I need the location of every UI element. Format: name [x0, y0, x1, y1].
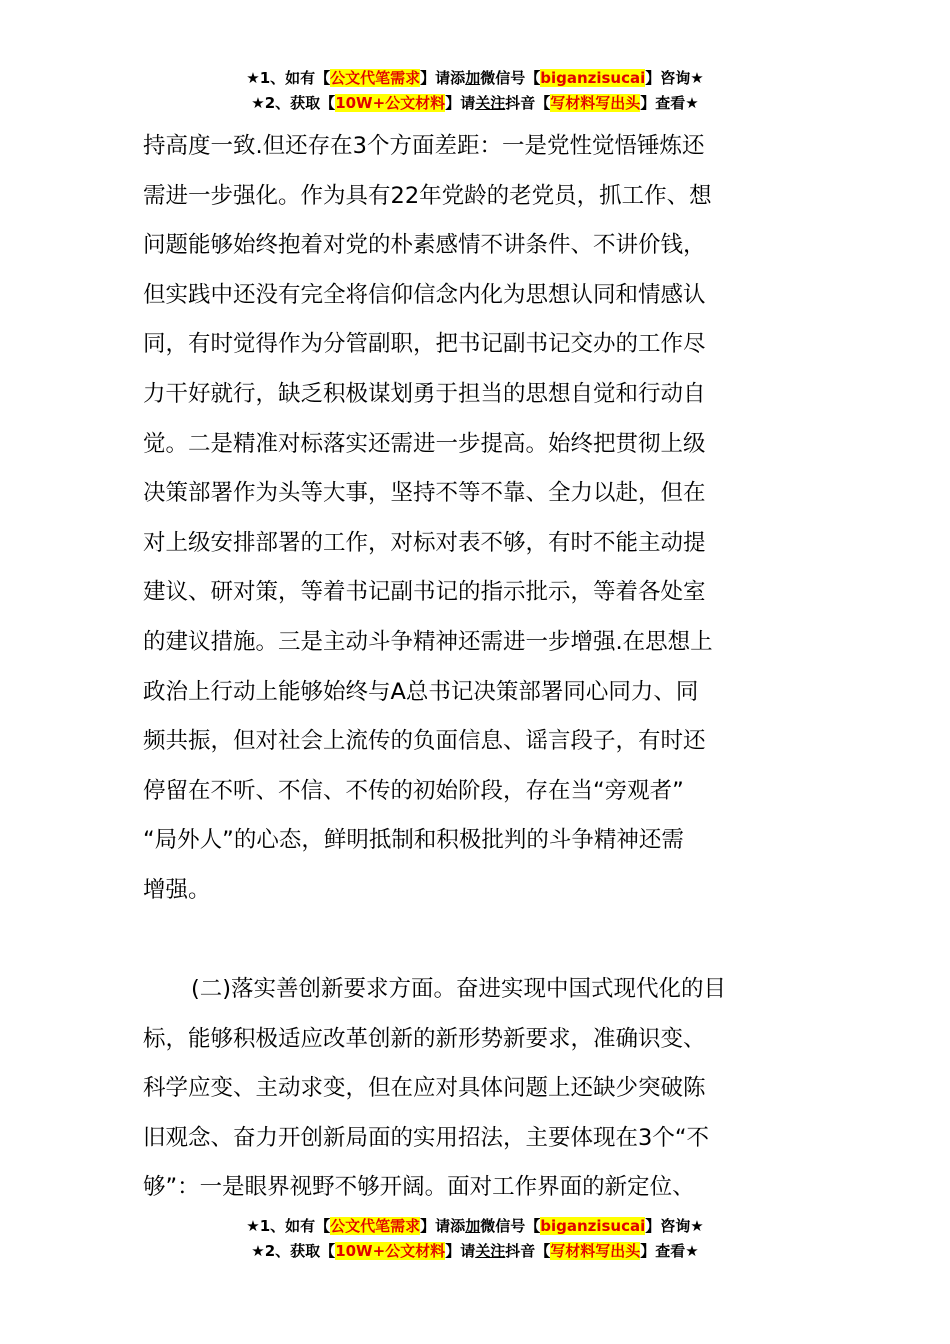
- text-line: 旧观念、奋力开创新局面的实用招法，主要体现在3个“不: [143, 1124, 709, 1151]
- banner-text: 】咨询★: [645, 69, 704, 87]
- text-line: 增强。: [143, 876, 211, 903]
- banner-text: ★1、如有【: [246, 69, 331, 87]
- highlight-douyin-account: 写材料写出头: [550, 1242, 641, 1260]
- banner-text: ★1、如有【: [246, 1217, 331, 1235]
- banner-underlined-text: 关注: [475, 94, 506, 112]
- banner-line-2: [0, 91, 950, 116]
- banner-text: 】请添: [420, 1217, 466, 1235]
- highlight-wechat-id: biganzisucai: [540, 1217, 646, 1235]
- banner-underlined-text: 加: [465, 1217, 481, 1235]
- banner-text: 】查看★: [640, 94, 699, 112]
- text-line: 政治上行动上能够始终与A总书记决策部署同心同力、同: [143, 678, 699, 705]
- text-line: 力干好就行，缺乏积极谋划勇于担当的思想自觉和行动自: [143, 380, 706, 407]
- text-line: 频共振，但对社会上流传的负面信息、谣言段子，有时还: [143, 728, 706, 755]
- text-line: (二)落实善创新要求方面。奋进实现中国式现代化的目: [191, 976, 727, 1003]
- banner-text: ★2、获取【: [251, 94, 336, 112]
- text-line: 停留在不听、不信、不传的初始阶段，存在当“旁观者”: [143, 777, 684, 804]
- text-line: 觉。二是精准对标落实还需进一步提高。始终把贯彻上级: [143, 430, 706, 457]
- highlight-douyin-account: 写材料写出头: [550, 94, 641, 112]
- document-body: [143, 122, 808, 1213]
- banner-text: 】咨询★: [645, 1217, 704, 1235]
- highlight-wechat-id: biganzisucai: [540, 69, 646, 87]
- banner-underlined-text: 关注: [475, 1242, 506, 1260]
- banner-line-2: [0, 1239, 950, 1264]
- text-line: 的建议措施。三是主动斗争精神还需进一步增强.在思想上: [143, 628, 713, 655]
- banner-text: ★2、获取【: [251, 1242, 336, 1260]
- banner-text: 】请: [445, 1242, 476, 1260]
- text-line: 同，有时觉得作为分管副职，把书记副书记交办的工作尽: [143, 331, 706, 358]
- banner-text: 】请: [445, 94, 476, 112]
- text-line: “局外人”的心态，鲜明抵制和积极批判的斗争精神还需: [143, 827, 684, 854]
- banner-text: 】请添: [420, 69, 466, 87]
- text-line: 标，能够积极适应改革创新的新形势新要求，准确识变、: [143, 1025, 706, 1052]
- text-line: 决策部署作为头等大事，坚持不等不靠、全力以赴，但在: [143, 480, 706, 507]
- text-line: 需进一步强化。作为具有22年党龄的老党员，抓工作、想: [143, 182, 712, 209]
- text-line: 持高度一致.但还存在3个方面差距：一是党性觉悟锤炼还: [143, 133, 705, 159]
- text-line: 够”：一是眼界视野不够开阔。面对工作界面的新定位、: [143, 1174, 695, 1201]
- header-banner: [0, 66, 950, 116]
- banner-line-1: [0, 1214, 950, 1239]
- highlight-materials: 10W+公文材料: [335, 1242, 446, 1260]
- banner-text: 】查看★: [640, 1242, 699, 1260]
- text-line: 科学应变、主动求变，但在应对具体问题上还缺少突破陈: [143, 1075, 706, 1102]
- paragraph-1: [143, 122, 808, 916]
- banner-text: 微信号【: [480, 69, 541, 87]
- footer-banner: [0, 1214, 950, 1264]
- text-line: 问题能够始终抱着对党的朴素感情不讲条件、不讲价钱，: [143, 232, 706, 259]
- highlight-ghostwriting: 公文代笔需求: [330, 69, 421, 87]
- banner-underlined-text: 加: [465, 69, 481, 87]
- banner-text: 抖音【: [505, 94, 551, 112]
- text-line: 对上级安排部署的工作，对标对表不够，有时不能主动提: [143, 529, 706, 556]
- banner-line-1: [0, 66, 950, 91]
- paragraph-2: [143, 965, 808, 1213]
- text-line: 建议、研对策，等着书记副书记的指示批示，等着各处室: [143, 579, 706, 606]
- highlight-materials: 10W+公文材料: [335, 94, 446, 112]
- banner-text: 抖音【: [505, 1242, 551, 1260]
- highlight-ghostwriting: 公文代笔需求: [330, 1217, 421, 1235]
- text-line: 但实践中还没有完全将信仰信念内化为思想认同和情感认: [143, 281, 706, 308]
- banner-text: 微信号【: [480, 1217, 541, 1235]
